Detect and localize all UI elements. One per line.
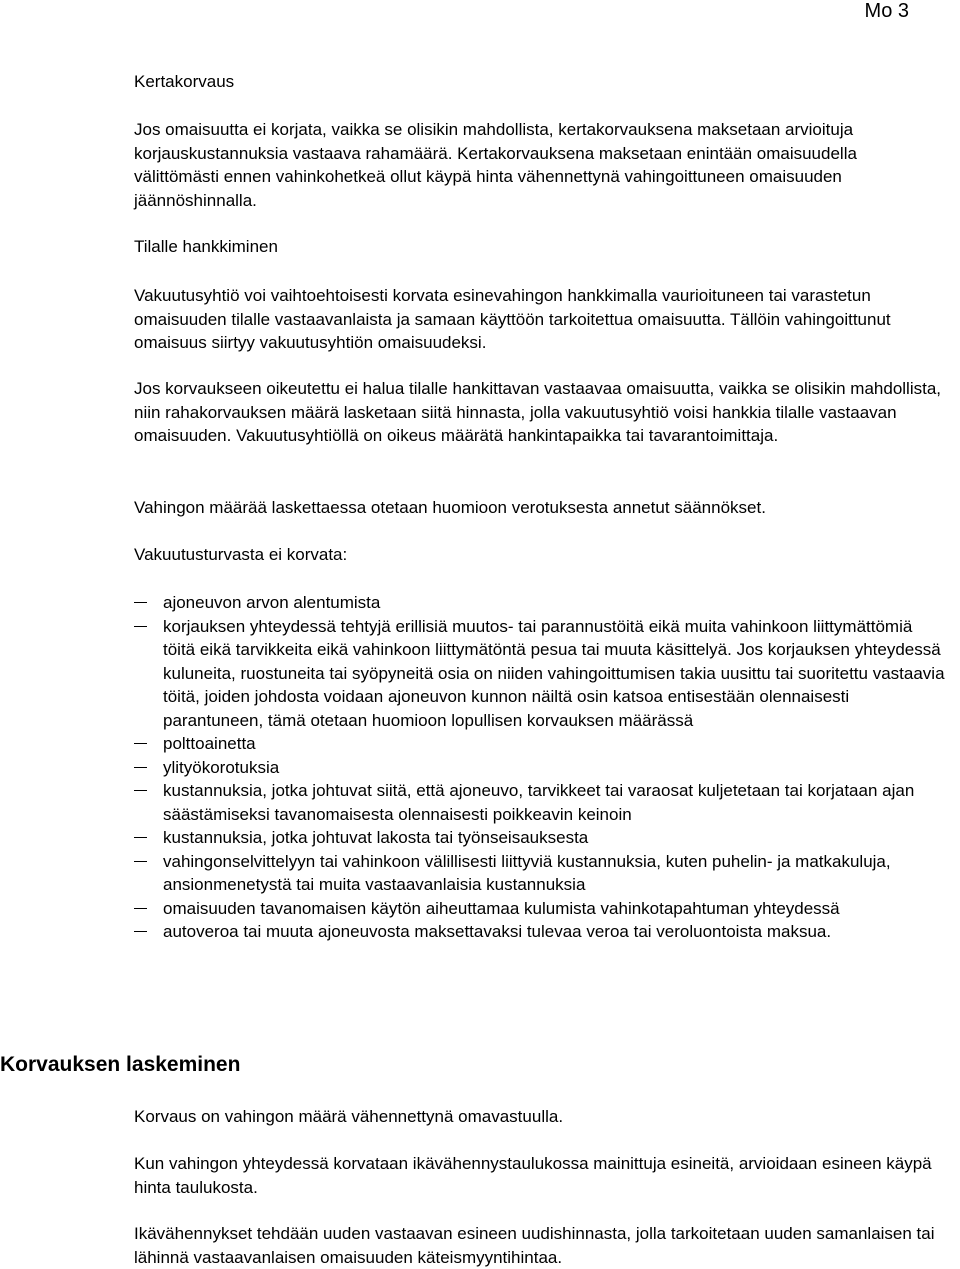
list-item: autoveroa tai muuta ajoneuvosta maksettavaksi tulevaa veroa tai veroluontoista maksua. (134, 920, 946, 944)
paragraph-jos-korvaukseen: Jos korvaukseen oikeutettu ei halua tilalle hankittavan vastaavaa omaisuutta, vaikka se olisikin mahdollista, niin rahakorvauksen määrä lasketaan siitä hinnasta, jolla vakuutusyhtiö voisi hankkia tilalle vastaavan omaisuuden. Vakuutusyhtiöllä on oikeus määrätä hankintapaikka tai tavarantoimittaja. (134, 379, 942, 445)
dash-bullet (134, 626, 147, 627)
dash-bullet (134, 908, 147, 909)
dash-bullet (134, 861, 147, 862)
dash-bullet (134, 790, 147, 791)
paragraph-verotus: Vahingon määrää laskettaessa otetaan huomioon verotuksesta annetut säännökset. (134, 498, 766, 517)
section-heading-tilalle: Tilalle hankkiminen (134, 237, 278, 256)
section-heading-laskeminen: Korvauksen laskeminen (0, 1053, 241, 1076)
paragraph-tilalle: Vakuutusyhtiö voi vaihtoehtoisesti korvata esinevahingon hankkimalla vaurioituneen tai varastetun omaisuuden tilalle vastaavanlaista ja samaan käyttöön tarkoitettua omaisuutta. Tällöin vahingoittunut omaisuus siirtyy vakuutusyhtiön omaisuudeksi. (134, 286, 891, 352)
list-item: ajoneuvon arvon alentumista (134, 591, 946, 615)
section-heading-ei-korvata: Vakuutusturvasta ei korvata: (134, 545, 348, 564)
list-item: kustannuksia, jotka johtuvat siitä, että ajoneuvo, tarvikkeet tai varaosat kuljetetaan tai korjataan ajan säästämiseksi tavanomaisesta olennaisesti poikkeavin keinoin (134, 779, 946, 826)
paragraph-laskeminen-2: Kun vahingon yhteydessä korvataan ikävähennystaulukossa mainittuja esineitä, arvioidaan esineen käypä hinta taulukosta. (134, 1154, 932, 1197)
list-item: ylityökorotuksia (134, 756, 946, 780)
dash-bullet (134, 931, 147, 932)
paragraph-kertakorvaus: Jos omaisuutta ei korjata, vaikka se olisikin mahdollista, kertakorvauksena maksetaan arvioituja korjauskustannuksia vastaava rahamäärä. Kertakorvauksena maksetaan enintään omaisuudella välittömästi ennen vahinkohetkeä ollut käypä hinta vähennettynä vahingoittuneen omaisuuden jäännöshinnalla. (134, 120, 857, 210)
page-number: Mo 3 (864, 0, 909, 22)
paragraph-laskeminen-1: Korvaus on vahingon määrä vähennettynä omavastuulla. (134, 1107, 564, 1126)
list-item: omaisuuden tavanomaisen käytön aiheuttamaa kulumista vahinkotapahtuman yhteydessä (134, 897, 946, 921)
list-item: kustannuksia, jotka johtuvat lakosta tai työnseisauksesta (134, 826, 946, 850)
list-item: vahingonselvittelyyn tai vahinkoon välillisesti liittyviä kustannuksia, kuten puhelin- ja matkakuluja, ansionmenetystä tai muita vastaavanlaisia kustannuksia (134, 850, 946, 897)
list-item: polttoainetta (134, 732, 946, 756)
dash-bullet (134, 837, 147, 838)
dash-bullet (134, 767, 147, 768)
list-item: korjauksen yhteydessä tehtyjä erillisiä muutos- tai parannustöitä eikä muita vahinkoon liittymättömiä töitä eikä tarvikkeita eikä vahinkoon liittymätöntä pesua tai muuta käsittelyä. Jos korjauksen yhteydessä kuluneita, ruostuneita tai syöpyneitä osia on niiden vahingoittumisen takia uusittu tai suoritettu vastaavia töitä, joiden johdosta voidaan ajoneuvon kunnon näiltä osin katsoa entisestään olennaisesti parantuneen, tämä otetaan huomioon lopullisen korvauksen määrässä (134, 615, 946, 733)
dash-bullet (134, 602, 147, 603)
paragraph-laskeminen-3: Ikävähennykset tehdään uuden vastaavan esineen uudishinnasta, jolla tarkoitetaan uuden samanlaisen tai lähinnä vastaavanlaisen omaisuuden käteismyyntihintaa. (134, 1224, 935, 1267)
dash-bullet (134, 743, 147, 744)
exclusions-list (134, 591, 946, 944)
section-heading-kertakorvaus: Kertakorvaus (134, 72, 235, 91)
